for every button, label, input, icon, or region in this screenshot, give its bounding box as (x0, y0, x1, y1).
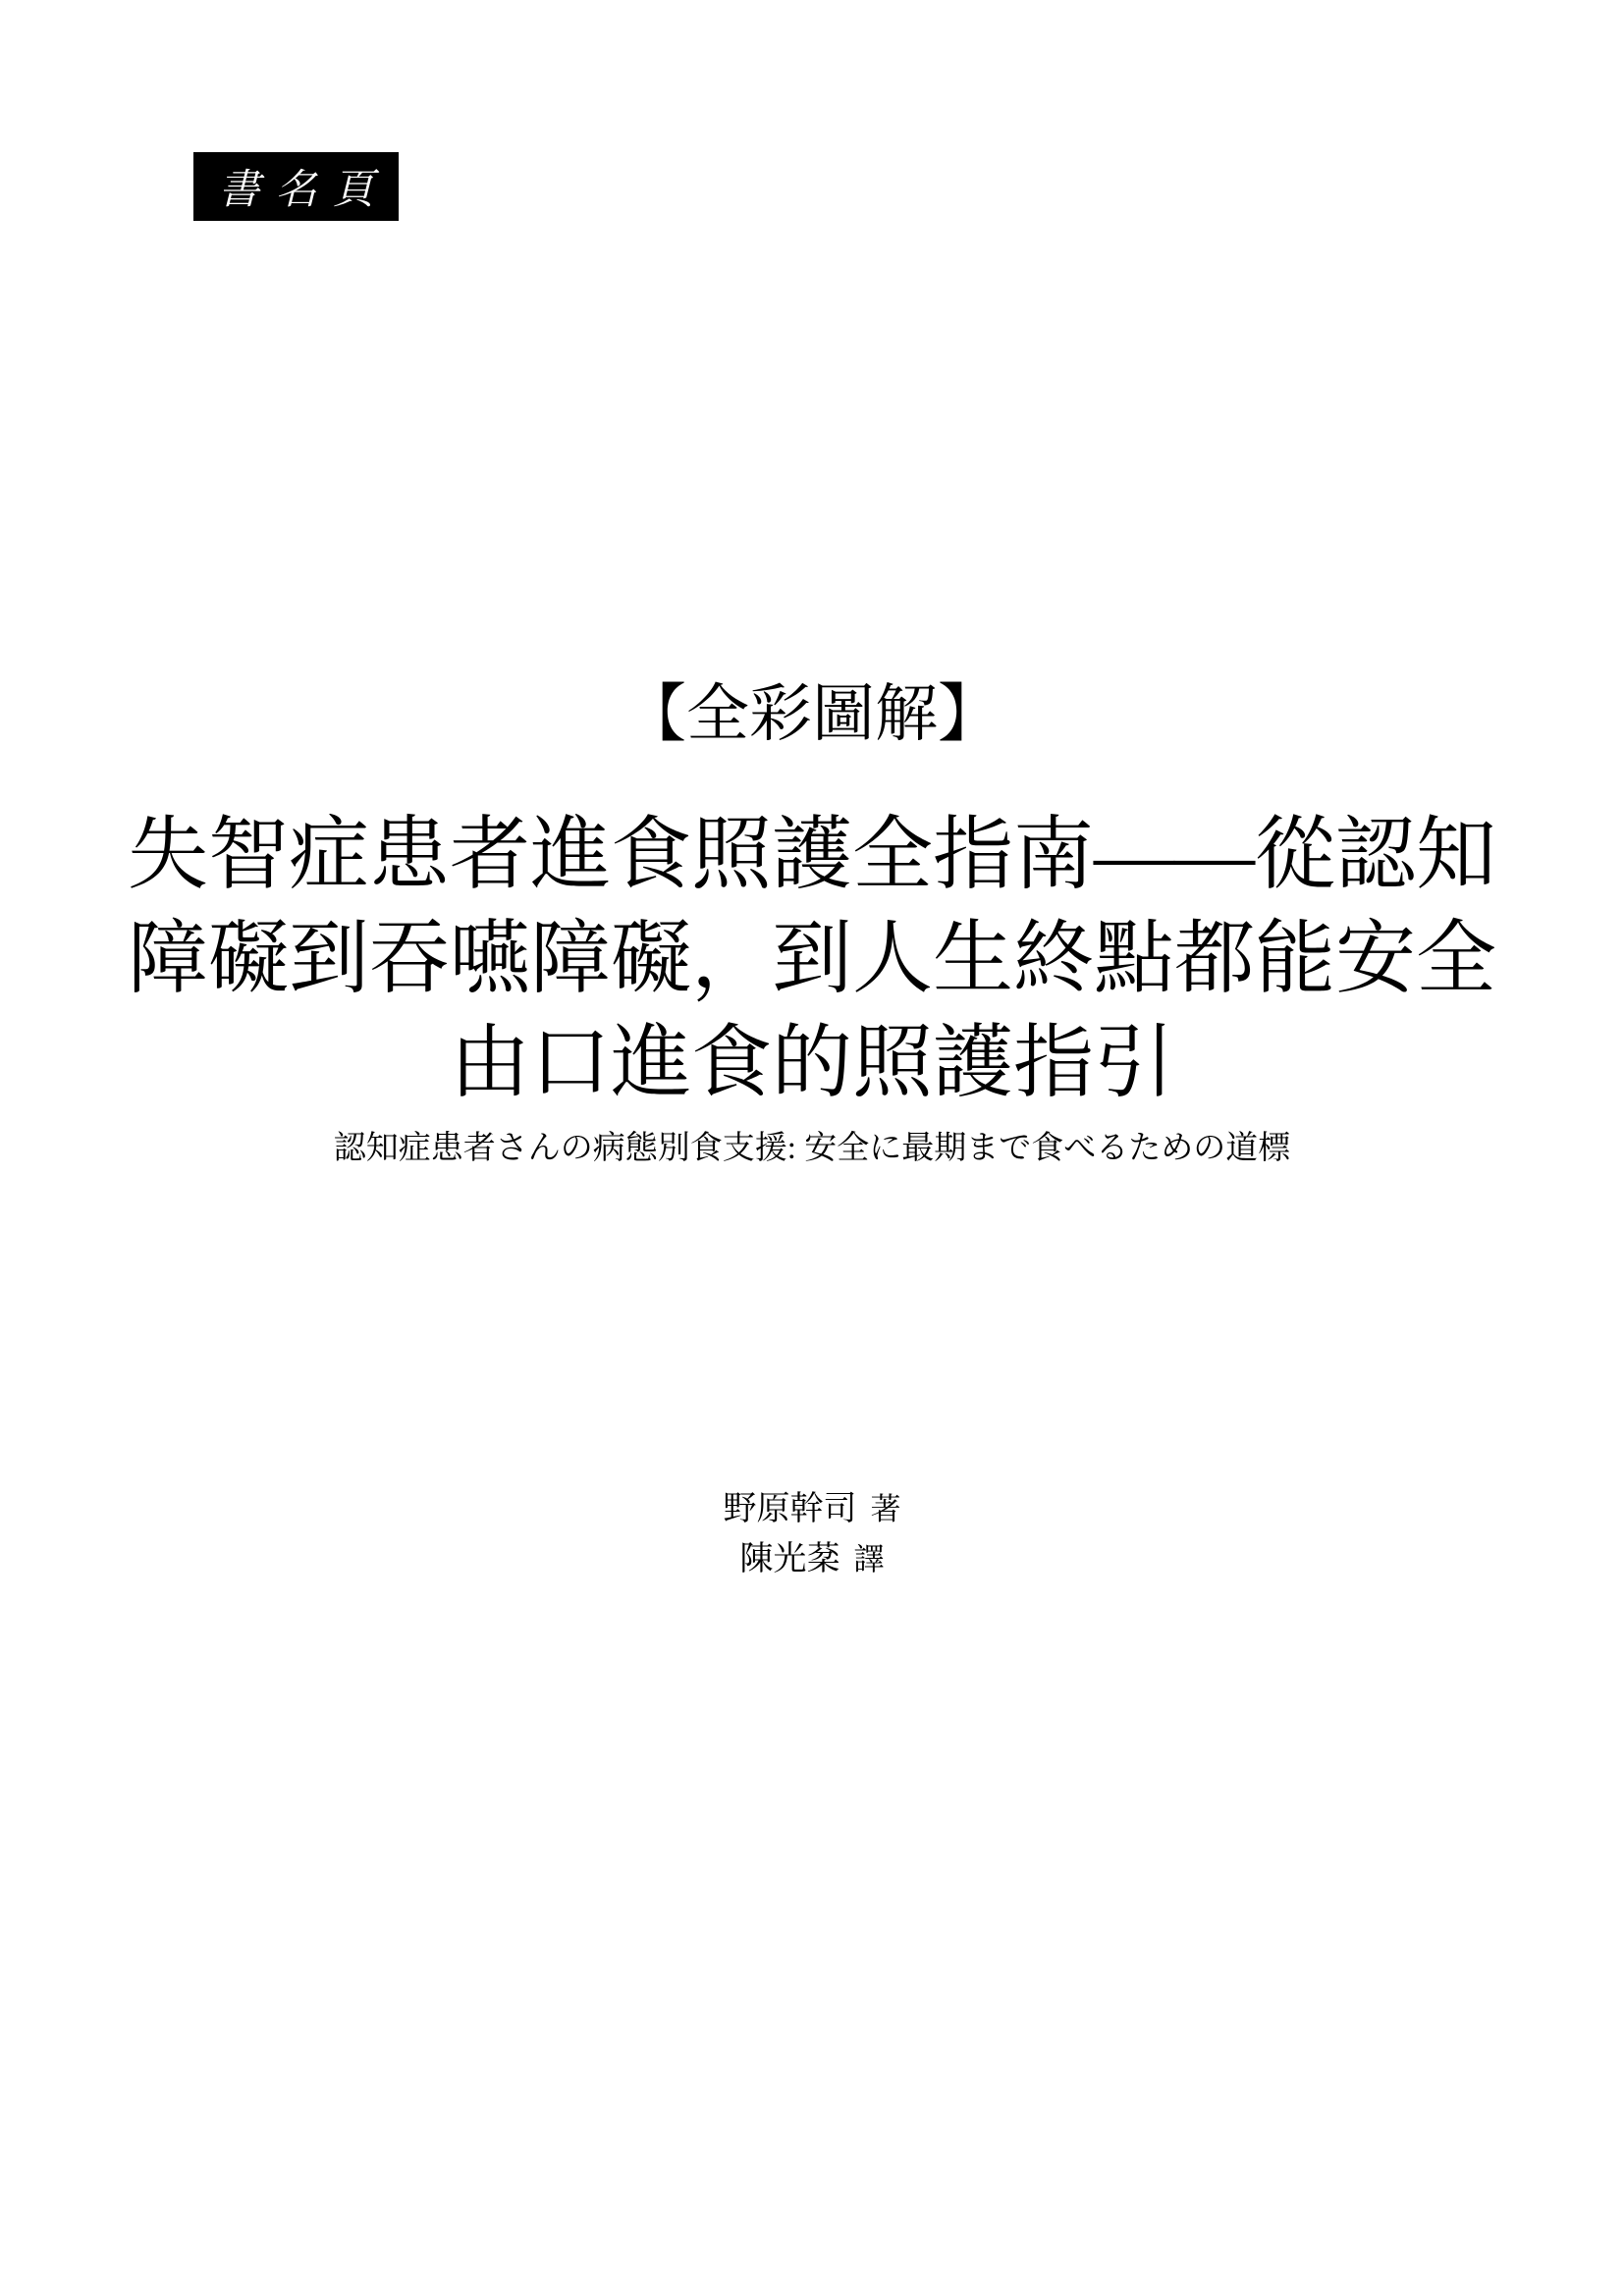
translator-role: 譯 (853, 1542, 885, 1576)
author-line (0, 1484, 1624, 1534)
author-role: 著 (870, 1492, 901, 1526)
series-tag: 【全彩圖解】 (623, 679, 1001, 749)
page-type-label: 書名頁 (193, 152, 399, 221)
book-title-line-2: 障礙到吞嚥障礙，到人生終點都能安全 (127, 914, 1496, 1003)
original-japanese-title: 認知症患者さんの病態別食支援: 安全に最期まで食べるための道標 (333, 1131, 1291, 1166)
credits-block (0, 1484, 1624, 1584)
book-title (0, 803, 1624, 1115)
translator-line (0, 1534, 1624, 1584)
author-name: 野原幹司 (723, 1491, 857, 1527)
book-title-line-1: 失智症患者進食照護全指南——從認知 (127, 810, 1496, 899)
translator-name: 陳光棻 (739, 1541, 840, 1577)
book-title-line-3: 由口進食的照護指引 (449, 1018, 1174, 1107)
